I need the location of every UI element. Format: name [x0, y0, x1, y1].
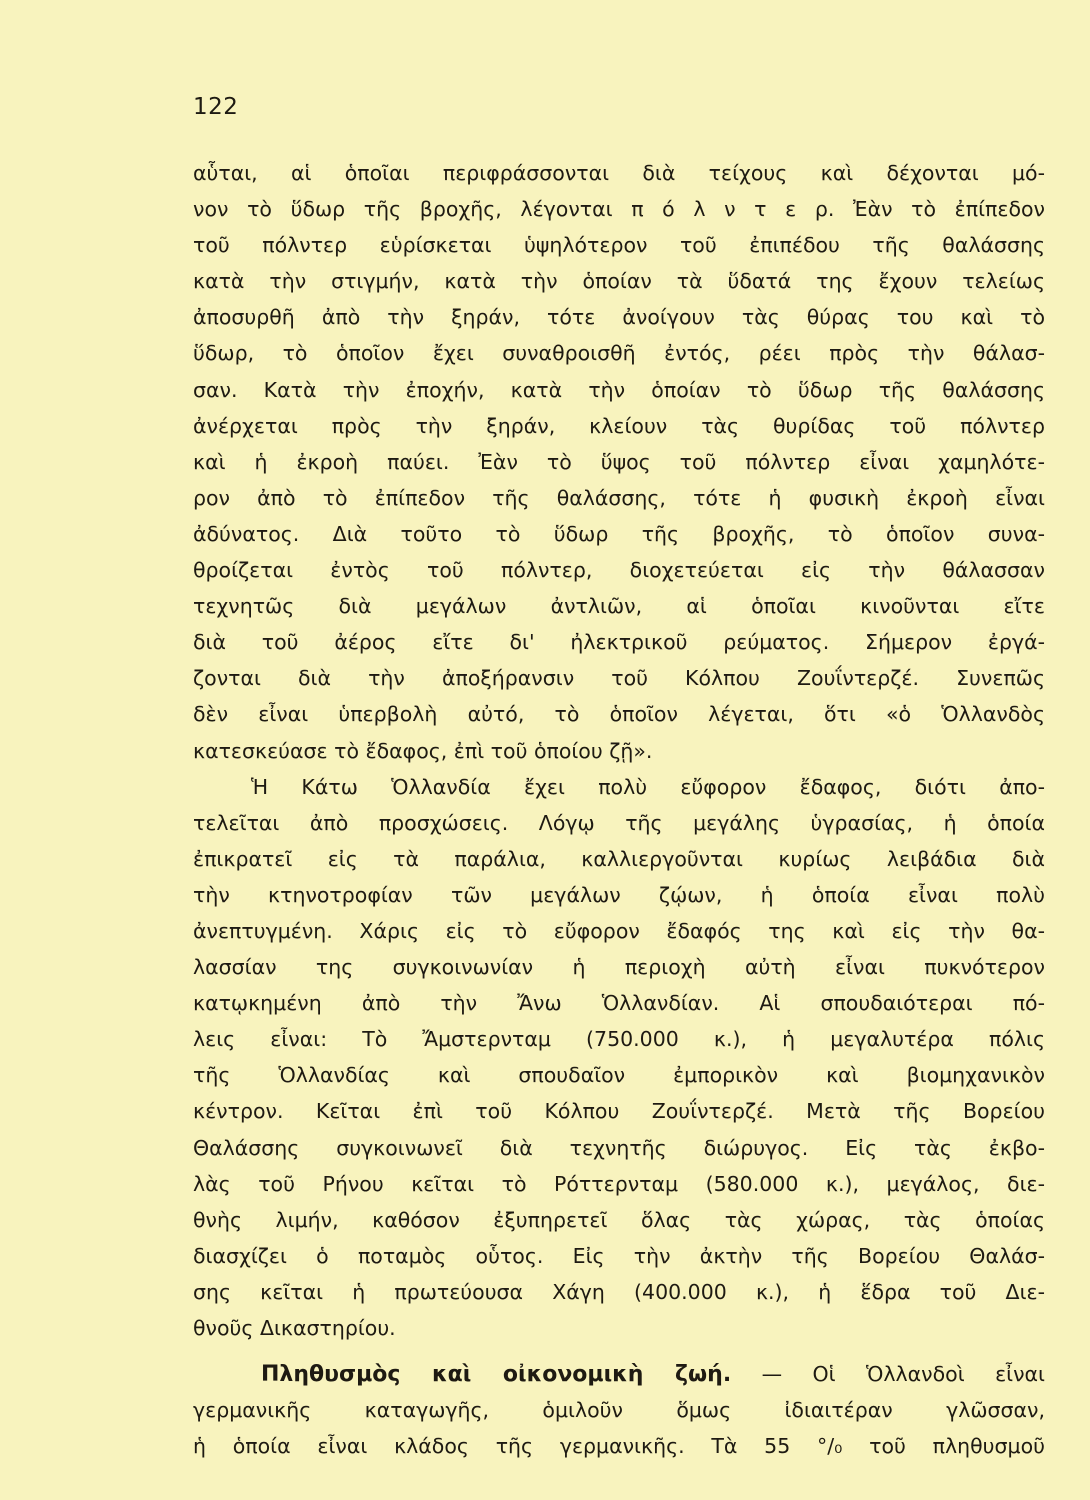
section-heading-continuation: — Οἱ Ὁλλανδοὶ εἶναι [731, 1362, 1045, 1387]
text-line: ζονται διὰ τὴν ἀποξήρανσιν τοῦ Κόλπου Ζουΐντερζέ. Συνεπῶς [193, 666, 1045, 691]
text-line: τοῦ πόλντερ εὑρίσκεται ὑψηλότερον τοῦ ἐπιπέδου τῆς θαλάσσης [193, 233, 1045, 258]
text-line: Θαλάσσης συγκοινωνεῖ διὰ τεχνητῆς διώρυγος. Εἰς τὰς ἐκβο- [193, 1135, 1045, 1160]
text-line: γερμανικῆς καταγωγῆς, ὁμιλοῦν ὅμως ἰδιαιτέραν γλῶσσαν, [193, 1398, 1045, 1423]
text-line: θνὴς λιμήν, καθόσον ἐξυπηρετεῖ ὅλας τὰς χώρας, τὰς ὁποίας [193, 1207, 1045, 1232]
text-line: τὴν κτηνοτροφίαν τῶν μεγάλων ζῴων, ἡ ὁποία εἶναι πολὺ [193, 882, 1045, 907]
text-line: ἀδύνατος. Διὰ τοῦτο τὸ ὕδωρ τῆς βροχῆς, τὸ ὁποῖον συνα- [193, 521, 1045, 546]
text-line: κατῳκημένη ἀπὸ τὴν Ἄνω Ὁλλανδίαν. Αἱ σπουδαιότεραι πό- [193, 991, 1045, 1016]
text-line: λασσίαν της συγκοινωνίαν ἡ περιοχὴ αὐτὴ εἶναι πυκνότερον [193, 955, 1045, 980]
text-line: ἀνέρχεται πρὸς τὴν ξηράν, κλείουν τὰς θυρίδας τοῦ πόλντερ [193, 413, 1045, 438]
text-line: τεχνητῶς διὰ μεγάλων ἀντλιῶν, αἱ ὁποῖαι κινοῦνται εἴτε [193, 594, 1045, 619]
text-line: τελεῖται ἀπὸ προσχώσεις. Λόγῳ τῆς μεγάλης ὑγρασίας, ἡ ὁποία [193, 810, 1045, 835]
body-text [193, 155, 1045, 1464]
text-line: ἡ ὁποία εἶναι κλάδος τῆς γερμανικῆς. Τὰ 55 °/₀ τοῦ πληθυσμοῦ [193, 1434, 1045, 1459]
text-line: ἀνεπτυγμένη. Χάρις εἰς τὸ εὔφορον ἔδαφός της καὶ εἰς τὴν θα- [193, 918, 1045, 943]
text-line: κατὰ τὴν στιγμήν, κατὰ τὴν ὁποίαν τὰ ὕδατά της ἔχουν τελείως [193, 269, 1045, 294]
text-line: δὲν εἶναι ὑπερβολὴ αὐτό, τὸ ὁποῖον λέγεται, ὅτι «ὁ Ὁλλανδὸς [193, 702, 1045, 727]
text-line: ἐπικρατεῖ εἰς τὰ παράλια, καλλιεργοῦνται κυρίως λειβάδια διὰ [193, 846, 1045, 871]
text-line: θνοῦς Δικαστηρίου. [193, 1316, 396, 1340]
text-line-indented: Ἡ Κάτω Ὁλλανδία ἔχει πολὺ εὔφορον ἔδαφος, διότι ἀπο- [251, 774, 1045, 799]
section-heading: Πληθυσμὸς καὶ οἰκονομικὴ ζωή. [261, 1362, 732, 1388]
text-line: κέντρον. Κεῖται ἐπὶ τοῦ Κόλπου Ζουΐντερζέ. Μετὰ τῆς Βορείου [193, 1099, 1045, 1124]
text-line: νον τὸ ὕδωρ τῆς βροχῆς, λέγονται π ό λ ν τ ε ρ. Ἐὰν τὸ ἐπίπεδον [193, 197, 1045, 222]
text-line: ὕδωρ, τὸ ὁποῖον ἔχει συναθροισθῆ ἐντός, ρέει πρὸς τὴν θάλασ- [193, 341, 1045, 366]
paragraph-lower-holland [193, 769, 1045, 1347]
text-line: ρον ἀπὸ τὸ ἐπίπεδον τῆς θαλάσσης, τότε ἡ φυσικὴ ἐκροὴ εἶναι [193, 485, 1045, 510]
text-line: καὶ ἡ ἐκροὴ παύει. Ἐὰν τὸ ὕψος τοῦ πόλντερ εἶναι χαμηλότε- [193, 449, 1045, 474]
text-line: διὰ τοῦ ἀέρος εἴτε δι' ἠλεκτρικοῦ ρεύματος. Σήμερον ἐργά- [193, 630, 1045, 655]
text-line: σαν. Κατὰ τὴν ἐποχήν, κατὰ τὴν ὁποίαν τὸ ὕδωρ τῆς θαλάσσης [193, 377, 1045, 402]
page-number: 122 [193, 94, 239, 120]
text-line: τῆς Ὁλλανδίας καὶ σπουδαῖον ἐμπορικὸν καὶ βιομηχανικὸν [193, 1063, 1045, 1088]
paragraph-polder [193, 155, 1045, 769]
section-gap [193, 1346, 1045, 1356]
paragraph-population [193, 1356, 1045, 1464]
section-heading-line [193, 1356, 1045, 1392]
text-line: σης κεῖται ἡ πρωτεύουσα Χάγη (400.000 κ.), ἡ ἕδρα τοῦ Διε- [193, 1279, 1045, 1304]
text-line: ἀποσυρθῆ ἀπὸ τὴν ξηράν, τότε ἀνοίγουν τὰς θύρας του καὶ τὸ [193, 305, 1045, 330]
text-line: λεις εἶναι: Τὸ Ἄμστερνταμ (750.000 κ.), ἡ μεγαλυτέρα πόλις [193, 1027, 1045, 1052]
text-line: θροίζεται ἐντὸς τοῦ πόλντερ, διοχετεύεται εἰς τὴν θάλασσαν [193, 558, 1045, 583]
text-line: κατεσκεύασε τὸ ἔδαφος, ἐπὶ τοῦ ὁποίου ζῇ». [193, 738, 653, 763]
text-line: αὗται, αἱ ὁποῖαι περιφράσσονται διὰ τείχους καὶ δέχονται μό- [193, 161, 1045, 185]
text-line: διασχίζει ὁ ποταμὸς οὗτος. Εἰς τὴν ἀκτὴν τῆς Βορείου Θαλάσ- [193, 1243, 1045, 1268]
text-line: λὰς τοῦ Ρήνου κεῖται τὸ Ρόττερνταμ (580.000 κ.), μεγάλος, διε- [193, 1171, 1045, 1196]
